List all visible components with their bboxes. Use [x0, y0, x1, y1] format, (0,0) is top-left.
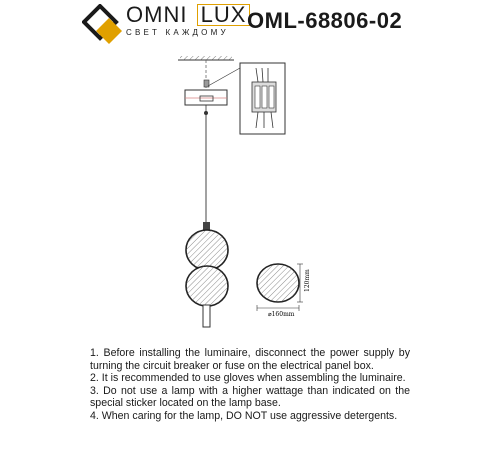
- brand-name-lux: LUX: [197, 4, 251, 26]
- wiring-detail: [208, 63, 285, 134]
- lamp-shade-lower: [185, 265, 230, 307]
- dim-height-label: 120mm: [304, 269, 311, 292]
- brand-name-omni: OMNI: [126, 2, 188, 27]
- lamp-shade-upper: [185, 229, 230, 271]
- ceiling-mount: [178, 56, 234, 115]
- instruction-item: 4. When caring for the lamp, DO NOT use aggressive detergents.: [90, 409, 398, 422]
- instruction-item: 3. Do not use a lamp with a higher wattage than indicated on the special sticker located on the lamp base.: [90, 384, 410, 410]
- dim-width-label: ⌀160mm: [268, 311, 295, 318]
- lamp-side-view: [256, 263, 311, 318]
- instruction-item: 1. Before installing the luminaire, disconnect the power supply by turning the circuit breaker or fuse on the electrical panel box.: [90, 347, 410, 372]
- brand-tagline: СВЕТ КАЖДОМУ: [126, 28, 229, 37]
- model-number: OML-68806-02: [247, 8, 403, 33]
- instructions: [90, 347, 410, 423]
- instruction-item: 2. It is recommended to use gloves when assembling the luminaire.: [90, 372, 406, 385]
